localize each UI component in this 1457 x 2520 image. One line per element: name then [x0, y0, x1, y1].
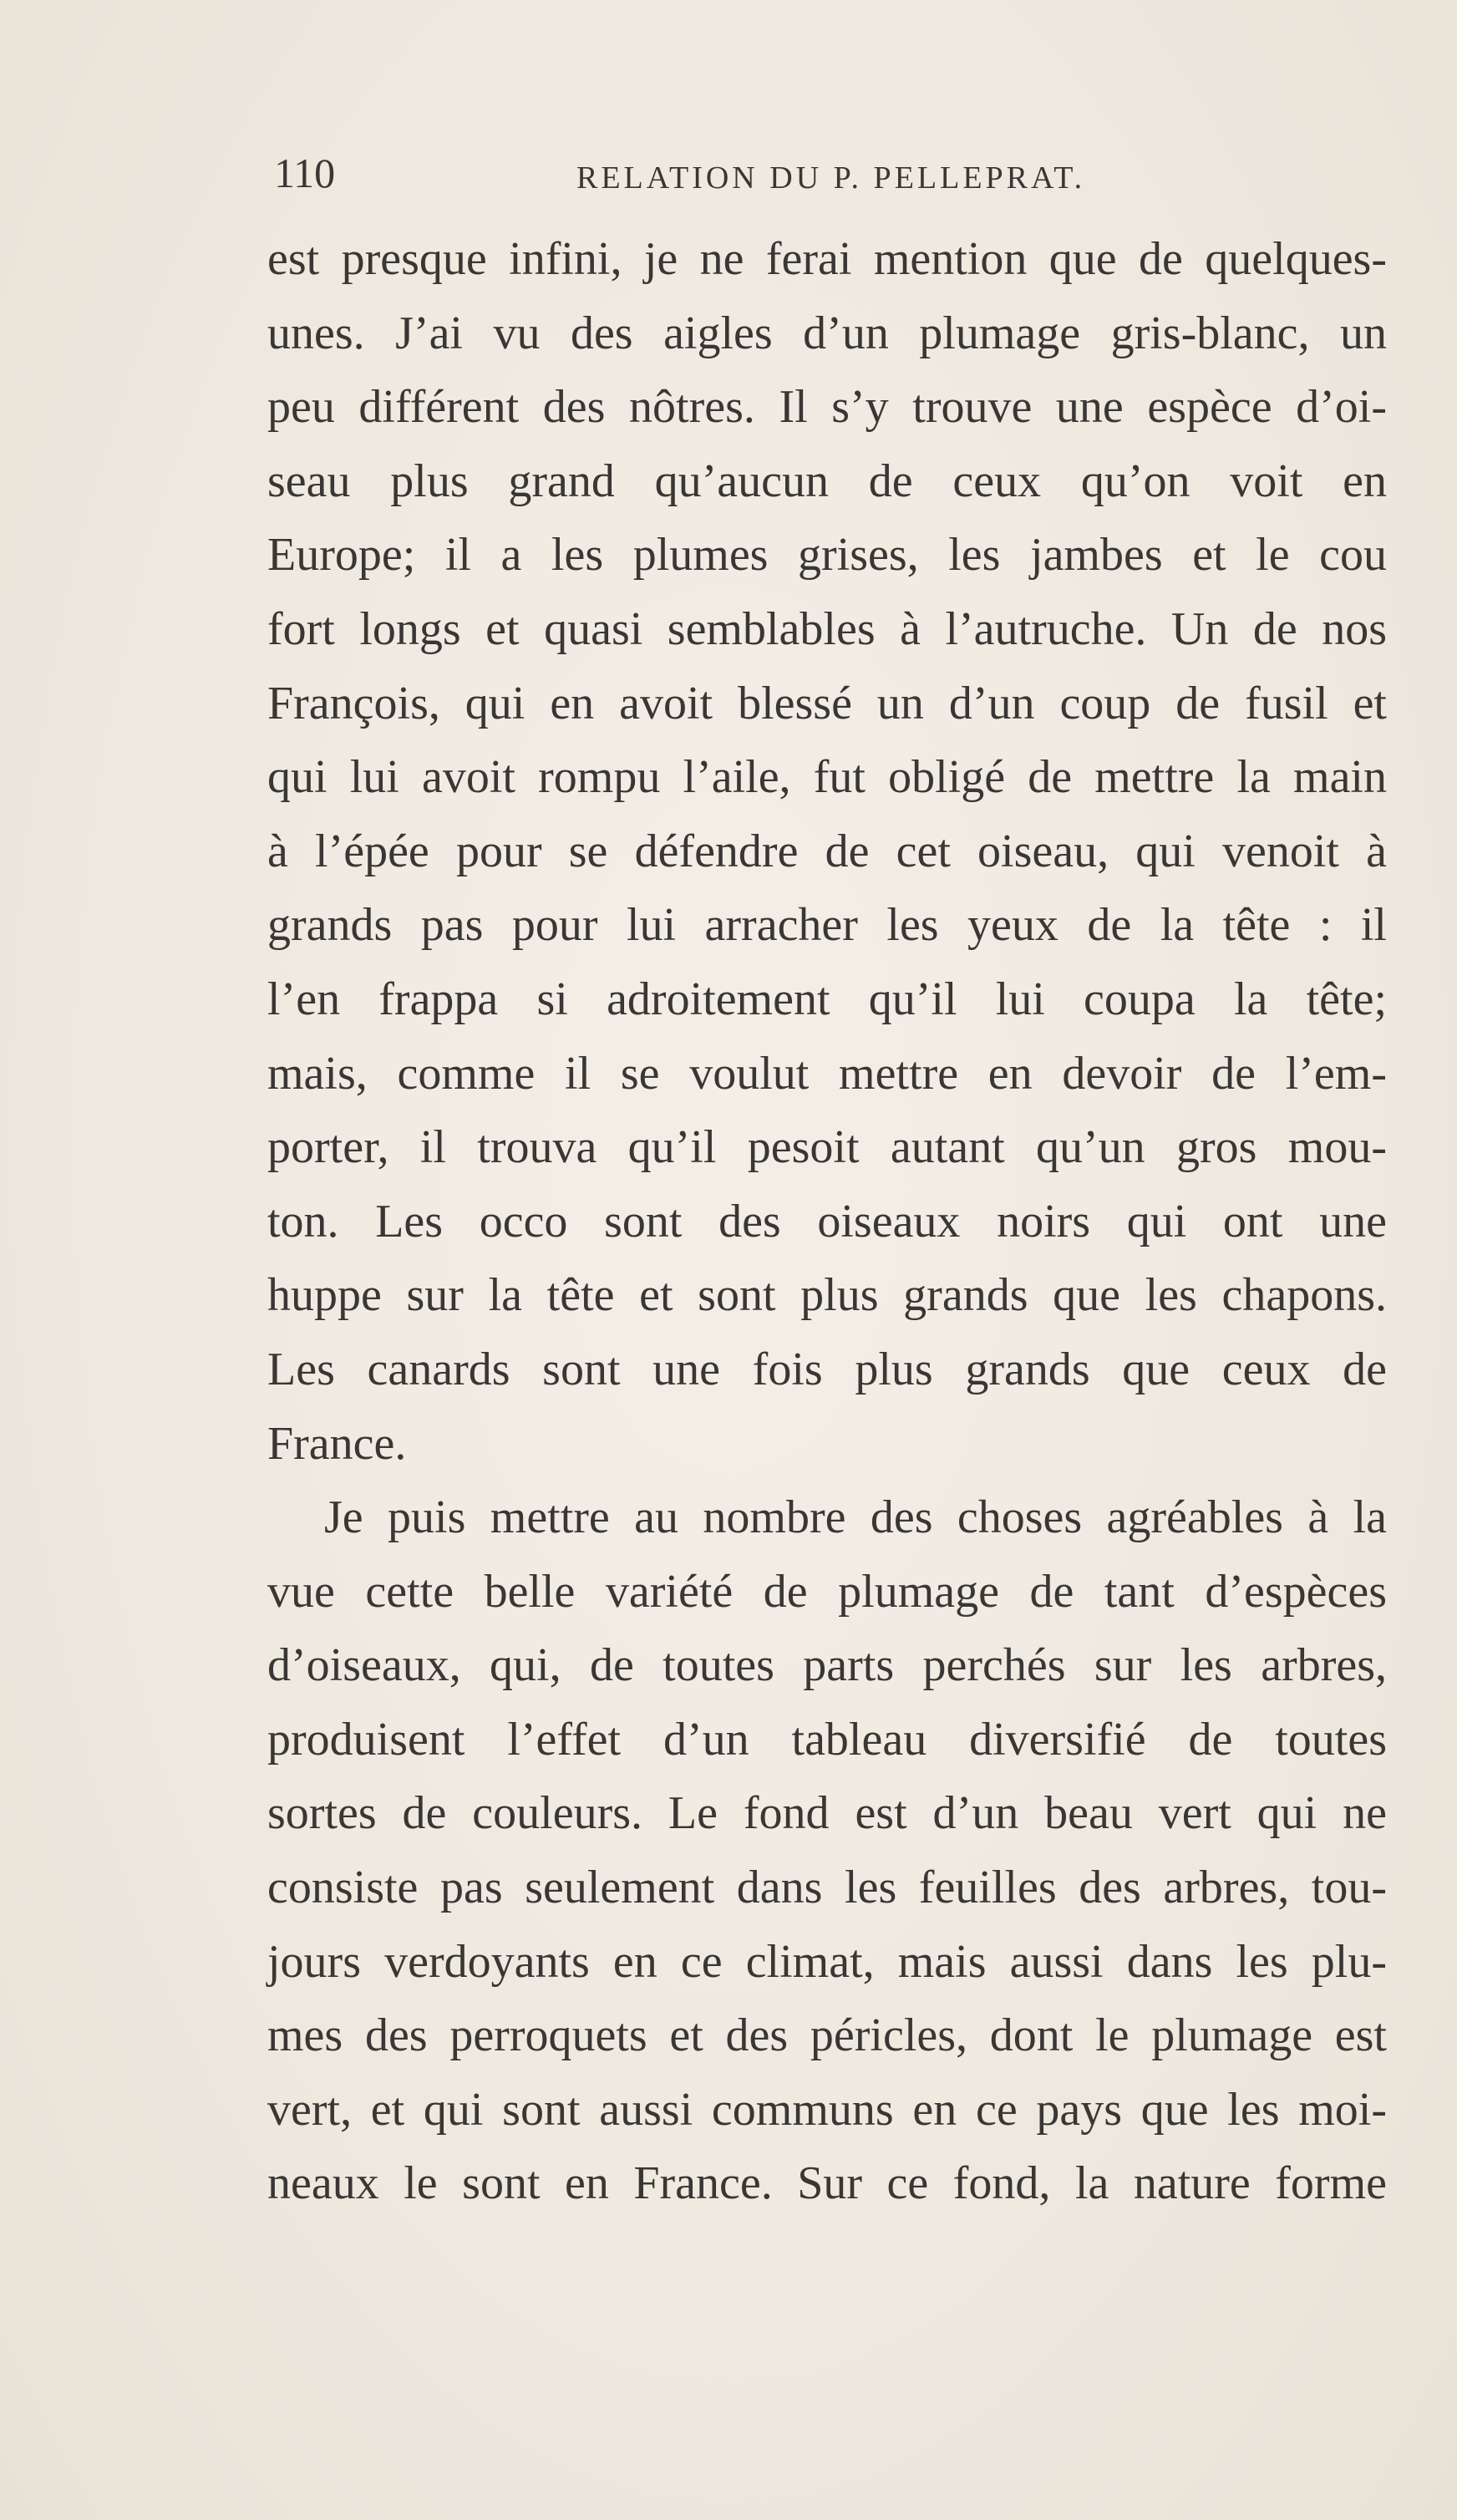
- text-line: peu différent des nôtres. Il s’y trouve une espèce d’oi-: [267, 381, 1387, 434]
- text-line: unes. J’ai vu des aigles d’un plumage gris-blanc, un: [267, 307, 1387, 359]
- text-line: à l’épée pour se défendre de cet oiseau, qui venoit à: [267, 825, 1387, 877]
- text-line: Europe; il a les plumes grises, les jambes et le cou: [267, 529, 1387, 582]
- text-line: seau plus grand qu’aucun de ceux qu’on voit en: [267, 455, 1387, 507]
- text-line: François, qui en avoit blessé un d’un coup de fusil et: [267, 677, 1387, 729]
- text-line: qui lui avoit rompu l’aile, fut obligé de mettre la main: [267, 751, 1387, 804]
- text-line: mes des perroquets et des péricles, dont le plumage est: [267, 2009, 1387, 2062]
- text-line: France.: [267, 1417, 407, 1470]
- page-number: 110: [274, 150, 336, 196]
- text-line: Je puis mettre au nombre des choses agréables à la: [324, 1491, 1387, 1544]
- text-line: est presque infini, je ne ferai mention que de quelques-: [267, 233, 1387, 285]
- text-line: consiste pas seulement dans les feuilles des arbres, tou-: [267, 1862, 1387, 1914]
- text-line: produisent l’effet d’un tableau diversifié de toutes: [267, 1713, 1387, 1766]
- text-line: ton. Les occo sont des oiseaux noirs qui ont une: [267, 1195, 1387, 1247]
- text-line: l’en frappa si adroitement qu’il lui coupa la tête;: [267, 973, 1387, 1025]
- text-line: d’oiseaux, qui, de toutes parts perchés sur les arbres,: [267, 1639, 1387, 1692]
- text-line: huppe sur la tête et sont plus grands que les chapons.: [267, 1269, 1387, 1322]
- text-line: mais, comme il se voulut mettre en devoir de l’em-: [267, 1047, 1387, 1100]
- text-line: neaux le sont en France. Sur ce fond, la nature forme: [267, 2157, 1387, 2210]
- text-line: Les canards sont une fois plus grands que ceux de: [267, 1343, 1387, 1395]
- text-line: sortes de couleurs. Le fond est d’un beau vert qui ne: [267, 1787, 1387, 1840]
- text-line: grands pas pour lui arracher les yeux de la tête : il: [267, 899, 1387, 952]
- text-line: jours verdoyants en ce climat, mais aussi dans les plu-: [267, 1935, 1387, 1988]
- running-head: RELATION DU P. PELLEPRAT.: [576, 160, 1086, 196]
- text-line: vert, et qui sont aussi communs en ce pays que les moi-: [267, 2083, 1387, 2136]
- body-text: [267, 222, 1387, 2221]
- text-line: vue cette belle variété de plumage de tant d’espèces: [267, 1565, 1387, 1618]
- text-line: porter, il trouva qu’il pesoit autant qu’un gros mou-: [267, 1121, 1387, 1174]
- text-line: fort longs et quasi semblables à l’autruche. Un de nos: [267, 602, 1387, 655]
- page-header: [267, 144, 1387, 202]
